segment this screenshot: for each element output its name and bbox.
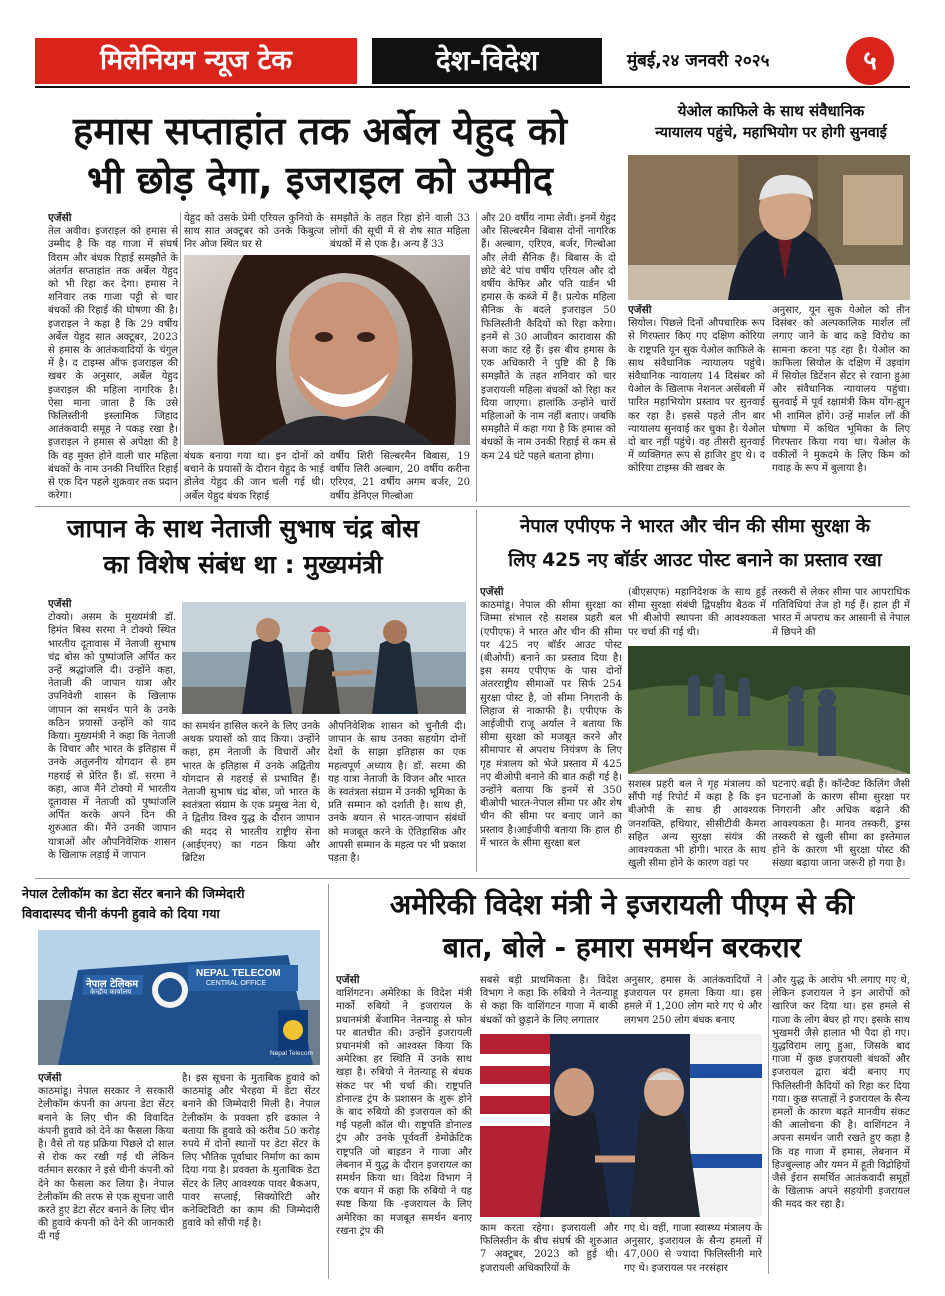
hamas-column-1 — [48, 212, 178, 502]
hostage-portrait-photo — [184, 255, 470, 445]
netaji-headline-line2: का विशेष संबंध था : मुख्यमंत्री — [103, 550, 383, 579]
column-divider — [768, 974, 769, 1274]
column-divider — [476, 510, 477, 872]
hamas-col3-bottom-text: वर्षीय शिरी सिल्बरमैन बिबास, 19 वर्षीय लिरी अल्बाग, 20 वर्षीय करीना एरिएव, 21 वर्षीय अगम बर्जर, 20 वर्षीय डेनिएल गिल्बोआ — [330, 451, 470, 502]
us-column-4 — [772, 974, 910, 1274]
nepal-border-headline-line1: नेपाल एपीएफ ने भारत और चीन की सीमा सुरक्षा के — [519, 516, 871, 537]
yoon-headline-line1: येओल काफिले के साथ संवैधानिक — [677, 102, 865, 120]
us-column-1 — [336, 974, 472, 1274]
handshake-flags-photo — [480, 1034, 762, 1217]
nepal-telecom-col1-text: काठमांडू। नेपाल सरकार ने सरकारी टेलीकॉम कंपनी का अपना डेटा सेंटर बनाने के लिए चीन की विवादित कंपनी हुवावे को देने का फैसला किया है। वैसे तो यह प्रक्रिया पिछले दो साल से रोक कर रखी गई थी लेकिन वर्तमान सरकार ने इसे चीनी कंपनी को देने का फैसला कर लिया है। नेपाल टेलीकॉम की तरफ से एक सूचना जारी करते हुए डेटा सेंटर बनाने के लिए चीन की हुवावे कंपनी को देने की जानकारी दी गई — [38, 1086, 174, 1243]
nepal-telecom-headline-line1: नेपाल टेलीकॉम का डेटा सेंटर बनाने की जिम्मेदारी — [22, 886, 245, 901]
nepal-border-col3-bottom-text: घटनाएं बढ़ी हैं। कॉन्टैक्ट किलिंग जैसी घटनाओं के कारण सीमा सुरक्षा पर निगरानी और अधिक बढ़ाने की आवश्यकता है। मानव तस्करी, ड्रग्स तस्करी से खुली सीमा का इस्तेमाल होने के कारण भी सुरक्षा पोस्ट की संख्या बढ़ाया जाना जरूरी हो गया है। — [772, 779, 910, 870]
paper-name-banner: मिलेनियम न्यूज टेक — [35, 38, 357, 84]
yoon-agency: एजेंसी — [628, 304, 652, 316]
netaji-col1-text: टोक्यो। असम के मुख्यमंत्री डॉ. हिमंत बिस्व सरमा ने टोक्यो स्थित भारतीय दूतावास में नेताजी सुभाष चंद्र बोस को पुष्पांजलि अर्पित कर उन्हें श्रद्धांजलि दी। उन्होंने कहा, नेताजी की जापान यात्रा और उपनिवेशी शासन के खिलाफ जापान का समर्थन पाने के उनके कठिन प्रयासों उन्होंने को याद किया। मुख्यमंत्री ने कहा कि नेताजी के विचार और भारत के इतिहास में उनके अतुलनीय योगदान से हम गहराई से प्रेरित हैं। डॉ. सरमा ने कहा, आज मैंने टोक्यो में भारतीय दूतावास में नेताजी को पुष्पांजलि अर्पित करके अपने दिन की शुरुआत की। मैंने उनकी जापान यात्राओं और औपनिवेशिक शासन के खिलाफ लड़ाई में जापान — [48, 612, 176, 861]
yoon-col2-text: अनुसार, यून सुक येओल को तीन दिसंबर को अल्पकालिक मार्शल लॉ लगाए जाने के बाद कड़े विरोध का सामना करना पड़ रहा है। येओल का काफिला सियोल के दक्षिण में उइवांग में सियोल डिटेंशन सेंटर से रवाना हुआ और संवैधानिक न्यायालय पहुंचा। सुनवाई में पूर्व रक्षामंत्री किम योंग-ह्यून भी शामिल होंगे। उन्हें मार्शल लॉ की घोषणा में कथित भूमिका के लिए गिरफ्तार किया गया था। येओल के वकीलों ने मुकदमे के लिए किम को गवाह के रूप में बुलाया है। — [772, 305, 910, 475]
yoon-column-2 — [772, 304, 910, 499]
yoon-headline-line2: न्यायालय पहुंचे, महाभियोग पर होगी सुनवाई — [655, 125, 887, 141]
us-col4-text: और युद्ध के आरोप भी लगाए गए थे, लेकिन इजरायल ने इन आरोपों को खारिज कर दिया था। इस हमले से गाजा के लोग बेघर हो गए। इसके साथ भुखमरी जैसे हालात भी पैदा हो गए। युद्धविराम लागू हुआ, जिसके बाद गाजा में कुछ इजरायली बंधकों और इजरायल द्वारा बंदी बनाए गए फिलिस्तीनी कैदियों को रिहा कर दिया गया। कुछ सप्ताहों ने इजरायल के सैन्य हमलों के कारण बढ़ते मानवीय संकट की आलोचना की है। वाशिंगटन ने अपना समर्थन जारी रखते हुए कहा है कि वह गाजा में हमास, लेबनान में हिज्बुल्लाह और यमन में हूती विद्रोहियों जैसे ईरान समर्थित आतंकवादी समूहों के खिलाफ अपने सहयोगी इजरायल की मदद कर रहा है। — [772, 975, 910, 1211]
section-banner: देश-विदेश — [372, 38, 602, 84]
yoon-column-1 — [628, 304, 765, 499]
masthead-rule — [35, 86, 910, 88]
us-col2-top-text: सबसे बड़ी प्राथमिकता है। विदेश विभाग ने कहा कि रुबियो ने नेतन्याहू से कहा कि वाशिंगटन गाजा में बाकी बंधकों को छुड़ाने के लिए लगातार — [480, 975, 618, 1026]
nepal-border-column-1 — [480, 586, 622, 874]
telecom-office-image — [38, 930, 320, 1065]
us-col3-bottom-text: गए थे। वहीं, गाजा स्वास्थ्य मंत्रालय के अनुसार, इजरायल के सैन्य हमलों में 47,000 से ज्यादा फिलिस्तीनी मारे गए थे। इजरायल पर नरसंहार — [624, 1223, 762, 1274]
rubio-netanyahu-image — [480, 1034, 762, 1217]
nepal-border-col3-top-text: तस्करी से लेकर सीमा पार आपराधिक गतिविधियां तेज हो गई हैं। हाल ही में भारत में अपराध कर आसानी से नेपाल में छिपने की — [772, 587, 910, 638]
us-col2-bottom-text: काम करता रहेगा। इजरायली और फिलिस्तीन के बीच संघर्ष की शुरुआत 7 अक्टूबर, 2023 को हुई थी। इजरायली अधिकारियों के — [480, 1223, 618, 1274]
us-column-2-bottom — [480, 1222, 618, 1274]
nepal-border-column-3-bottom — [772, 778, 910, 874]
hamas-col1-text: तेल अवीव। इजराइल को हमास से उम्मीद है कि वह गाजा में संघर्ष विराम और बंधक रिहाई समझौते के अंतर्गत सप्ताहांत तक अर्बेल येहुद को भी रिहा कर देगा। हमास ने शनिवार तक गाजा पट्टी से चार बंधकों की रिहाई की घोषणा की है। इजराइल ने कहा है कि 29 वर्षीय अर्बेल येहुद सात अक्टूबर, 2023 से हमास के आतंकवादियों के चंगुल में है। द टाइम्स ऑफ इजराइल की खबर के अनुसार, अर्बेल येहुद इजराइल की महिला नागरिक है। ऐसा माना जाता है कि उसे फिलिस्तीनी इस्लामिक जिहाद आतंकवादी समूह ने पकड़ रखा है। इजराइल ने हमास से अपेक्षा की है कि वह मुक्त होने वाली चार महिला बंधकों के नाम उनकी निर्धारित रिहाई से एक दिन पहले शुक्रवार तक प्रदान करेगा। — [48, 226, 178, 502]
netaji-column-3 — [328, 720, 466, 873]
hamas-column-3-top — [330, 212, 470, 252]
nepal-border-col1-text: काठमांडू। नेपाल की सीमा सुरक्षा का जिम्मा संभाल रहे सशस्त्र प्रहरी बल (एपीएफ) ने भारत और चीन की सीमा पर 425 नए बॉर्डर आउट पोस्ट (बीओपी) बनाने का प्रस्ताव दिया है। इस समय एपीएफ के पास दोनों अंतरराष्ट्रीय सीमाओं पर सिर्फ 254 सुरक्षा पोस्ट है, जो सीमा निगरानी के लिहाज से नाकाफी है। एपीएफ के आईजीपी राजू अर्याल ने बताया कि सीमा सुरक्षा को मजबूत करने और सीमापार से अपराध नियंत्रण के लिए गृह मंत्रालय को भेजे प्रस्ताव में 425 नए बीओपी बनाने की बात कही गई है। उन्होंने बताया कि इनमें से 350 बीओपी भारत-नेपाल सीमा पर और शेष चीन की सीमा पर बनाए जाने का प्रस्ताव है।आईजीपी बताया कि हाल ही में भारत के सीमा सुरक्षा बल — [480, 600, 622, 849]
hamas-col4-text: और 20 वर्षीय नामा लेवी। इनमें येहुद और सिल्बरमैन बिबास दोनों नागरिक हैं। अल्बाग, एरिएव, बर्जर, गिल्बोआ और लेवी सैनिक हैं। बिबास के दो छोटे बेटे पांच वर्षीय एरियल और दो वर्षीय केफिर और पति यार्डन भी हमास के कब्जे में हैं। प्रत्येक महिला सैनिक के बदले इजराइल 50 फिलिस्तीनी कैदियों को रिहा करेगा। इनमें से 30 आजीवन कारावास की सजा काट रहे हैं। इस बीच हमास के एक अधिकारी ने पुष्टि की है कि समझौते के तहत शनिवार को चार इजरायली महिला बंधकों को रिहा कर दिया जाएगा। हालांकि उन्होंने चारों महिलाओं के नाम नहीं बताए। जबकि समझौते में कहा गया है कि हमास को बंधकों के नाम उनकी रिहाई से कम से कम 24 घंटे पहले बताना होगा। — [481, 213, 616, 462]
nepal-border-col2-top-text: (बीएसएफ) महानिदेशक के साथ हुई सीमा सुरक्षा संबंधी द्विपक्षीय बैठक में भी बीओपी स्थापना की आवश्यकता पर चर्चा की गई थी। — [628, 587, 766, 638]
courtroom-image — [628, 155, 910, 300]
nepal-border-col2-bottom-text: सशस्त्र प्रहरी बल ने गृह मंत्रालय को सौंपी गई रिपोर्ट में कहा है कि इन बीओपी के साथ ही आवश्यक जनशक्ति, हथियार, सीसीटीवी कैमरा सहित अन्य सुरक्षा संयंत्र की आवश्यकता भी होगी। भारत के साथ खुली सीमा होने के कारण वहां पर — [628, 779, 766, 870]
handshake-photo — [182, 602, 466, 714]
us-col1-text: वाशिंगटन। अमेरिका के विदेश मंत्री मार्को रुबियो ने इजरायल के प्रधानमंत्री बेंजामिन नेतन्याहू से फोन पर बातचीत की। उन्होंने इजरायली प्रधानमंत्री को आश्वस्त किया कि अमेरिका हर स्थिति में उनके साथ खड़ा है। रुबियो ने नेतन्याहू से बंधक संकट पर भी चर्चा की। राष्ट्रपति डोनाल्ड ट्रंप के प्रशासन के शुरू होने के बाद रुबियो की इजरायल को की गई पहली कॉल थी। राष्ट्रपति डोनाल्ड ट्रंप और उनके पूर्ववर्ती डेमोक्रेटिक राष्ट्रपति जो बाइडन ने गाजा और लेबनान में युद्ध के दौरान इजरायल का समर्थन किया था। विदेश विभाग ने एक बयान में कहा कि रुबियो ने यह स्पष्ट किया कि -इजरायल के लिए अमेरिका का मजबूत समर्थन बनाए रखना ट्रंप की — [336, 988, 472, 1237]
telecom-sign-english-sub: CENTRAL OFFICE — [206, 980, 267, 987]
border-patrol-image — [628, 646, 910, 774]
hamas-col3-top-text: समझौते के तहत रिहा होने वाली 33 लोगों की सूची में से शेष सात महिला बंधकों में से एक है। अन्य हैं 33 — [330, 213, 470, 251]
section-divider — [35, 506, 910, 507]
column-divider — [180, 212, 181, 502]
masthead — [0, 0, 945, 90]
telecom-logo-text: Nepal Telecom — [270, 1050, 313, 1057]
nepal-telecom-column-1 — [38, 1072, 174, 1272]
hamas-headline-line1: हमास सप्ताहांत तक अर्बेल येहुद को — [73, 109, 567, 153]
telecom-sign-english: NEPAL TELECOM — [196, 968, 281, 979]
us-headline-line1: अमेरिकी विदेश मंत्री ने इजरायली पीएम से की — [389, 888, 855, 921]
tokyo-handshake-image — [182, 602, 466, 714]
telecom-building-photo — [38, 930, 320, 1065]
us-column-3-bottom — [624, 1222, 762, 1274]
netaji-column-2 — [182, 720, 320, 873]
us-headline-line2: बात, बोले - हमारा समर्थन बरकरार — [442, 931, 802, 964]
netaji-agency: एजेंसी — [48, 598, 72, 610]
nepal-telecom-column-2 — [182, 1072, 320, 1272]
woman-portrait-image — [184, 255, 470, 445]
nepal-telecom-agency: एजेंसी — [38, 1072, 62, 1084]
nepal-border-column-2-top — [628, 586, 766, 642]
courtroom-photo — [628, 155, 910, 300]
nepal-border-column-3-top — [772, 586, 910, 642]
hamas-column-2-top — [184, 212, 324, 252]
us-col3-top-text: अनुसार, हमास के आतंकवादियों ने इजरायल पर हमला किया था। इस हमले में 1,200 लोग मारे गए थे और लगभग 250 लोग बंधक बनाए — [624, 975, 762, 1026]
netaji-column-1 — [48, 598, 176, 873]
us-column-2-top — [480, 974, 618, 1030]
hamas-col2-top-text: येहुद को उसके प्रेमी एरियल कुनियो के साथ सात अक्टूबर को उनके किबुत्ज निर ओज स्थित घर से — [184, 213, 324, 251]
hamas-col2-bottom-text: बंधक बनाया गया था। इन दोनों को बचाने के प्रयासों के दौरान येहुद के भाई डोलेव येहुद की जान चली गई थी। अर्बेल येहुद बंधक रिहाई — [184, 451, 324, 502]
column-divider — [328, 884, 329, 1279]
soldiers-patrol-photo — [628, 646, 910, 774]
hamas-headline-line2: भी छोड़ देगा, इजराइल को उम्मीद — [87, 158, 553, 202]
us-agency: एजेंसी — [336, 974, 360, 986]
nepal-telecom-col2-text: है। इस सूचना के मुताबिक हुवावे को काठमांडू और भैरहवा में डेटा सेंटर बनाने की जिम्मेदारी मिली है। नेपाल टेलीकॉम के प्रवक्ता हरि ढकाल ने बताया कि हुवावे को करीब 50 करोड़ रुपये में दोनों स्थानों पर डेटा सेंटर के लिए भौतिक पूर्वाधार निर्माण का काम दिया गया है। प्रवक्ता के मुताबिक डेटा सेंटर के लिए आवश्यक पावर बैकअप, पावर सप्लाई, सिक्योरिटी और कनेक्टिविटी का काम की जिम्मेदारी हुवावे को सौंपी गई है। — [182, 1073, 320, 1230]
nepal-border-headline-line2: लिए 425 नए बॉर्डर आउट पोस्ट बनाने का प्रस्ताव रखा — [508, 550, 882, 571]
hamas-column-4 — [481, 212, 616, 502]
nepal-border-column-2-bottom — [628, 778, 766, 874]
yoon-col1-text: सियोल। पिछले दिनों औपचारिक रूप से गिरफ्तार किए गए दक्षिण कोरिया के राष्ट्रपति यून सुक येओल काफिले के साथ संवैधानिक न्यायालय पहुंचे। संवैधानिक न्यायालय 14 दिसंबर को येओल के खिलाफ नेशनल असेंबली में पारित महाभियोग प्रस्ताव पर सुनवाई कर रहा है। इससे पहले तीन बार न्यायालय सुनवाई कर चुका है। येओल दो बार नहीं पहुंचे। वह तीसरी सुनवाई में व्यक्तिगत रूप से हाजिर हुए थे। द कोरिया टाइम्स की खबर के — [628, 318, 765, 475]
telecom-sign-hindi-sub: केन्द्रीय कार्यालय — [90, 988, 132, 996]
section-divider — [35, 878, 910, 879]
netaji-headline-line1: जापान के साथ नेताजी सुभाष चंद्र बोस — [66, 514, 420, 543]
hamas-agency: एजेंसी — [48, 212, 72, 224]
telecom-sign-hindi: नेपाल टेलिकम — [86, 979, 139, 990]
us-column-3-top — [624, 974, 762, 1030]
issue-date: मुंबई,२४ जनवरी २०२५ — [627, 51, 770, 71]
nepal-border-agency: एजेंसी — [480, 586, 504, 598]
netaji-col2-text: का समर्थन हासिल करने के लिए उनके अथक प्रयासों को याद किया। उन्होंने कहा, हम नेताजी के विचारों और भारत के इतिहास में उनके अद्वितीय योगदान से गहराई से प्रभावित हैं। नेताजी सुभाष चंद्र बोस, जो भारत के स्वतंत्रता संग्राम के एक प्रमुख नेता थे, ने द्वितीय विश्व युद्ध के दौरान जापान की मदद से भारतीय राष्ट्रीय सेना (आईएनए) का गठन किया और ब्रिटिश — [182, 721, 320, 865]
nepal-telecom-headline-line2: विवादास्पद चीनी कंपनी हुवावे को दिया गया — [22, 906, 220, 921]
netaji-col3-text: औपनिवेशिक शासन को चुनौती दी। जापान के साथ उनका सहयोग दोनों देशों के साझा इतिहास का एक महत्वपूर्ण अध्याय है। डॉ. सरमा की यह यात्रा नेताजी के विजन और भारत के स्वतंत्रता संग्राम में उनकी भूमिका के प्रति सम्मान को दर्शाती है। साथ ही, उनके बयान से भारत-जापान संबंधों को मजबूत करने के ऐतिहासिक और आपसी सम्मान के महत्व पर भी प्रकाश पड़ता है। — [328, 721, 466, 865]
hamas-column-3-bottom — [330, 450, 470, 502]
page-number-badge: ५ — [846, 37, 894, 85]
column-divider — [476, 212, 477, 502]
hamas-column-2-bottom — [184, 450, 324, 502]
